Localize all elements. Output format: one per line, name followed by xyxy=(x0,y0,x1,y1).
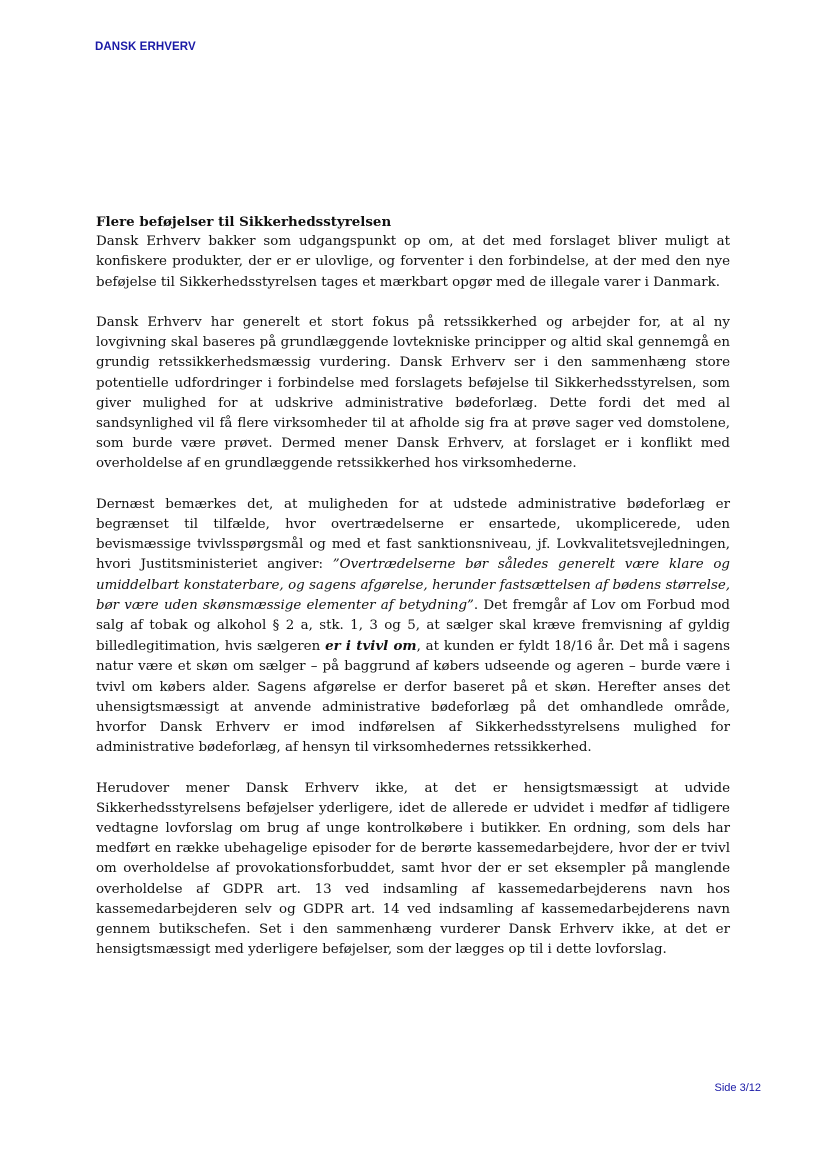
page-number: Side 3/12 xyxy=(714,1082,761,1094)
paragraph-3-text-a: Dernæst bemærkes det, at muligheden for at udstede administrative bødeforlæg er begrænset til tilfælde, hvor overtrædelserne er ensartede, ukomplicerede, uden bevismæssige tvivlsspørgsmål og med et fast sanktionsniveau, jf. Lovkvalitetsvejledningen, hvori Justitsministeriet angiver: xyxy=(96,496,730,573)
paragraph-3-text-b: . Det fremgår af Lov om Forbud mod salg af tobak og alkohol § 2 a, stk. 1, 3 og 5, at sælger skal kræve fremvisning af gyldig billedlegitimation, hvis sælgeren xyxy=(96,597,730,655)
paragraph-2: Dansk Erhverv har generelt et stort fokus på retssikkerhed og arbejder for, at al ny lovgivning skal baseres på grundlæggende lovtekniske principper og altid skal gennemgå en grundig retssikkerhedsmæssig vurdering. Dansk Erhverv ser i den sammenhæng store potentielle udfordringer i forbindelse med forslagets beføjelse til Sikkerhedsstyrelsen, som giver mulighed for at udskrive administrative bødeforlæg. Dette fordi det med al sandsynlighed vil få flere virksomheder til at afholde sig fra at prøve sager ved domstolene, som burde være prøvet. Dermed mener Dansk Erhverv, at forslaget er i konflikt med overholdelse af en grundlæggende retssikkerhed hos virksomhederne. xyxy=(96,315,730,472)
paragraph-3-text-c: , at kunden er fyldt 18/16 år. Det må i sagens natur være et skøn om sælger – på baggrund af købers udseende og ageren – burde være i tvivl om købers alder. Sagens afgørelse er derfor baseret på et skøn. Herefter anses det uhensigtsmæssigt at anvende administrative bødeforlæg på det omhandlede område, hvorfor Dansk Erhverv er imod indførelsen af Sikkerhedsstyrelsens mulighed for administrative bødeforlæg, af hensyn til virksomhedernes retssikkerhed. xyxy=(96,639,730,756)
document-body xyxy=(96,212,730,981)
organization-header: DANSK ERHVERV xyxy=(95,41,196,53)
paragraph-3 xyxy=(96,495,730,759)
emphasis-tvivl: er i tvivl om xyxy=(325,638,417,655)
paragraph-1: Dansk Erhverv bakker som udgangspunkt op om, at det med forslaget bliver muligt at konfiskere produkter, der er er ulovlige, og forventer i den forbindelse, at der med den nye beføjelse til Sikkerhedsstyrelsen tages et mærkbart opgør med de illegale varer i Danmark. xyxy=(96,234,730,290)
section-heading: Flere beføjelser til Sikkerhedsstyrelsen xyxy=(96,214,392,230)
paragraph-4: Herudover mener Dansk Erhverv ikke, at det er hensigtsmæssigt at udvide Sikkerhedsstyrelsens beføjelser yderligere, idet de allerede er udvidet i medfør af tidligere vedtagne lovforslag om brug af unge kontrolkøbere i butikker. En ordning, som dels har medført en række ubehagelige episoder for de berørte kassemedarbejdere, hvor der er tvivl om overholdelse af provokationsforbuddet, samt hvor der er set eksempler på manglende overholdelse af GDPR art. 13 ved indsamling af kassemedarbejderens navn hos kassemedarbejderen selv og GDPR art. 14 ved indsamling af kassemedarbejderens navn gennem butikschefen. Set i den sammenhæng vurderer Dansk Erhverv ikke, at det er hensigtsmæssigt med yderligere beføjelser, som der lægges op til i dette lovforslag. xyxy=(96,780,730,958)
quote-lovkvalitetsvejledning: ”Overtrædelserne bør således generelt være klare og umiddelbart konstaterbare, og sagens afgørelse, herunder fastsættelsen af bødens størrelse, bør være uden skønsmæssige elementer af betydning” xyxy=(96,557,730,613)
